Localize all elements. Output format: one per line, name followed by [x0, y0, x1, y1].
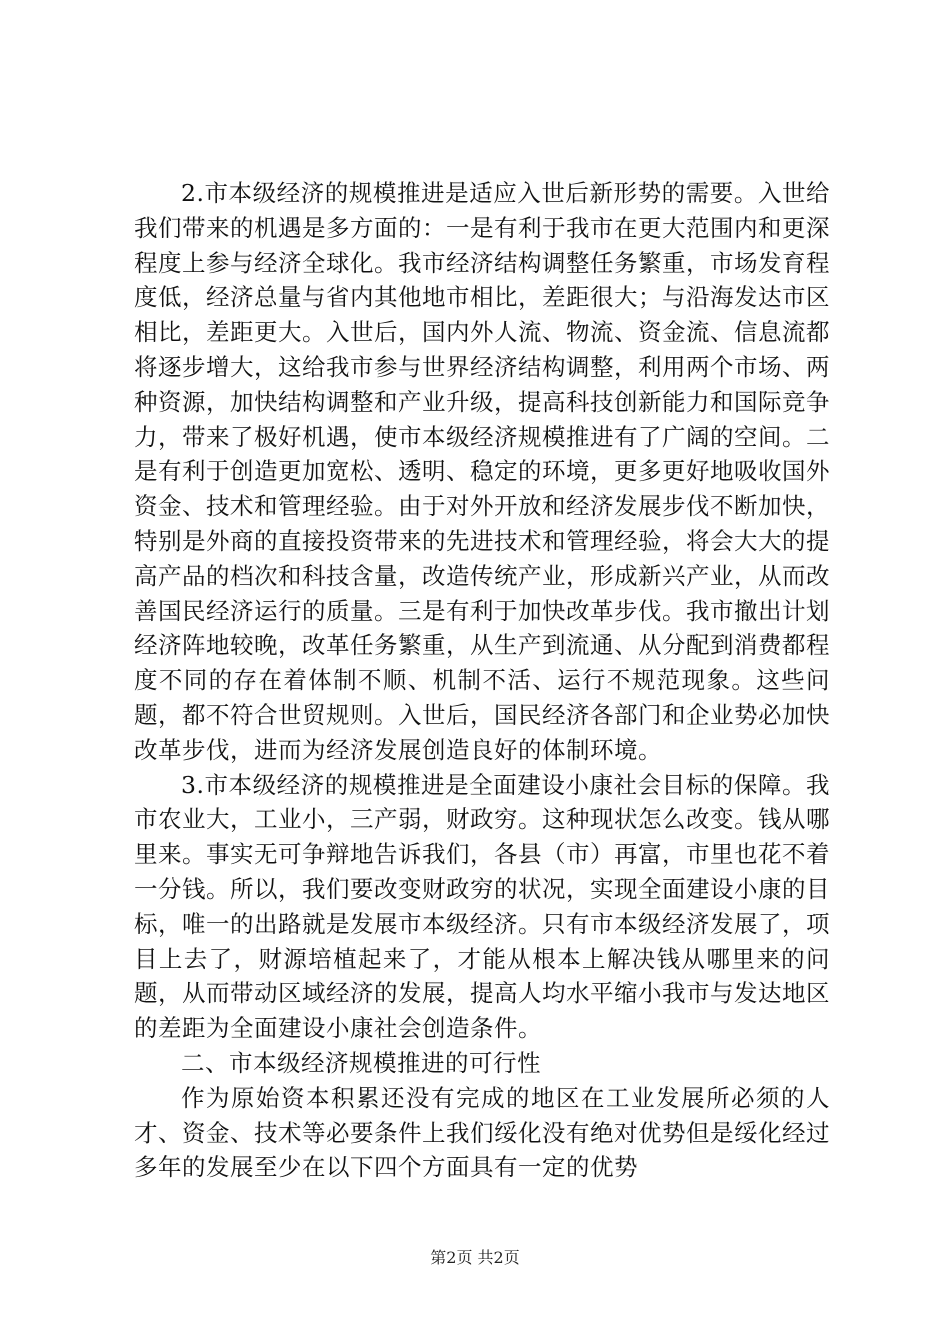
body-text [134, 176, 830, 1185]
paragraph-point-3: 3.市本级经济的规模推进是全面建设小康社会目标的保障。我市农业大，工业小，三产弱，财政穷。这种现状怎么改变。钱从哪里来。事实无可争辩地告诉我们，各县（市）再富，市里也花不着一分钱。所以，我们要改变财政穷的状况，实现全面建设小康的目标，唯一的出路就是发展市本级经济。只有市本级经济发展了，项目上去了，财源培植起来了，才能从根本上解决钱从哪里来的问题，从而带动区域经济的发展，提高人均水平缩小我市与发达地区的差距为全面建设小康社会创造条件。 [134, 770, 830, 1043]
section-heading: 二、市本级经济规模推进的可行性 [181, 1048, 541, 1077]
paragraph-feasibility: 作为原始资本积累还没有完成的地区在工业发展所必须的人才、资金、技术等必要条件上我们绥化没有绝对优势但是绥化经过多年的发展至少在以下四个方面具有一定的优势 [134, 1083, 830, 1182]
page-footer: 第2页 共2页 [430, 1248, 520, 1267]
paragraph-point-2: 2.市本级经济的规模推进是适应入世后新形势的需要。入世给我们带来的机遇是多方面的：一是有利于我市在更大范围内和更深程度上参与经济全球化。我市经济结构调整任务繁重，市场发育程度低，经济总量与省内其他地市相比，差距很大；与沿海发达市区相比，差距更大。入世后，国内外人流、物流、资金流、信息流都将逐步增大，这给我市参与世界经济结构调整，利用两个市场、两种资源，加快结构调整和产业升级，提高科技创新能力和国际竞争力，带来了极好机遇，使市本级经济规模推进有了广阔的空间。二是有利于创造更加宽松、透明、稳定的环境，更多更好地吸收国外资金、技术和管理经验。由于对外开放和经济发展步伐不断加快，特别是外商的直接投资带来的先进技术和管理经验，将会大大的提高产品的档次和科技含量，改造传统产业，形成新兴产业，从而改善国民经济运行的质量。三是有利于加快改革步伐。我市撤出计划经济阵地较晚，改革任务繁重，从生产到流通、从分配到消费都程度不同的存在着体制不顺、机制不活、运行不规范现象。这些问题，都不符合世贸规则。入世后，国民经济各部门和企业势必加快改革步伐，进而为经济发展创造良好的体制环境。 [134, 179, 830, 764]
